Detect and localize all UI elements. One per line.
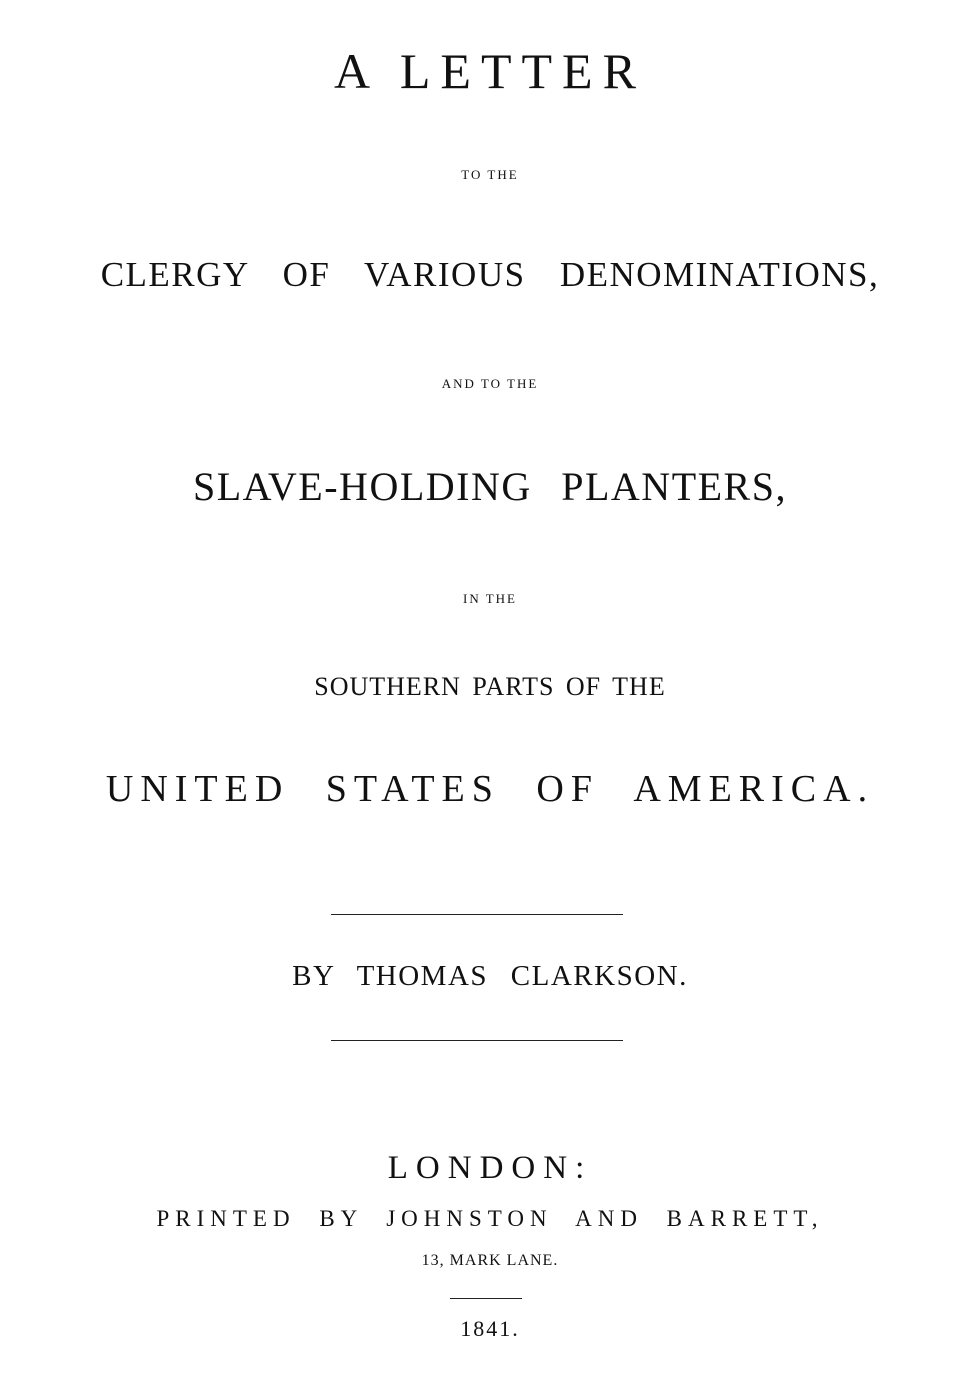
line-planters: SLAVE-HOLDING PLANTERS, [193,464,787,509]
imprint-printer: PRINTED BY JOHNSTON AND BARRETT, [156,1206,824,1231]
divider-rule-top [331,914,623,915]
line-united-states: UNITED STATES OF AMERICA. [105,768,875,810]
byline: BY THOMAS CLARKSON. [292,960,688,992]
divider-rule-year [450,1298,522,1299]
title: A LETTER [334,43,646,99]
line-southern: SOUTHERN PARTS OF THE [314,672,666,701]
connector-to-the: TO THE [461,167,519,182]
line-clergy: CLERGY OF VARIOUS DENOMINATIONS, [100,255,880,294]
imprint-year: 1841. [460,1316,520,1341]
connector-and-to-the: AND TO THE [441,376,539,391]
divider-rule-bottom [331,1040,623,1041]
connector-in-the: IN THE [462,591,517,606]
imprint-address: 13, MARK LANE. [421,1252,559,1269]
imprint-city: LONDON: [387,1150,593,1186]
